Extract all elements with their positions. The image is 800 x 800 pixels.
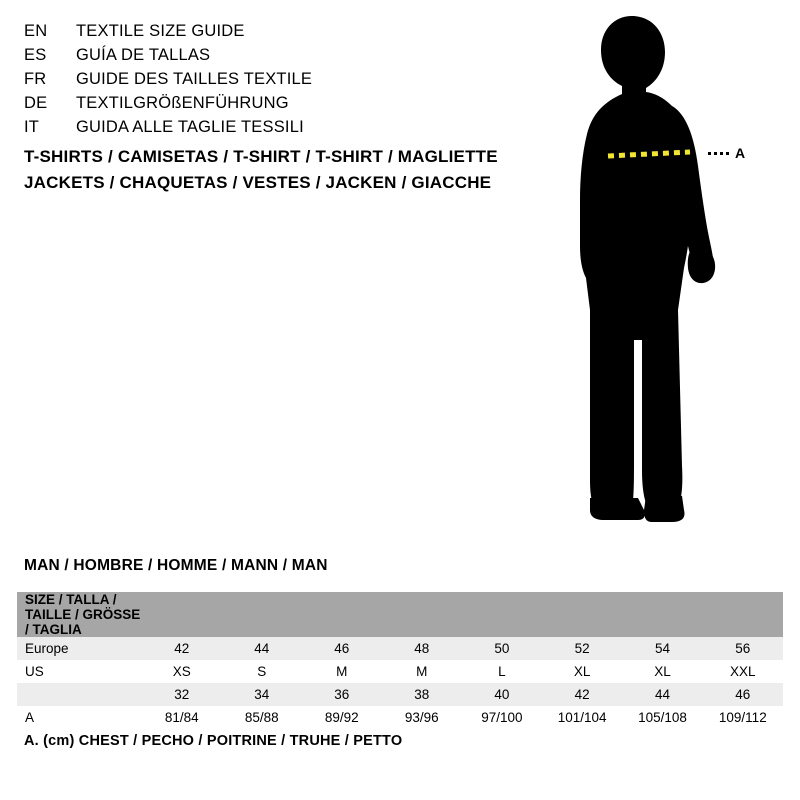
table-cell: M [302, 660, 382, 683]
table-cell: 97/100 [462, 706, 542, 729]
table-cell: 81/84 [142, 706, 222, 729]
table-cell: 34 [222, 683, 302, 706]
table-cell: M [382, 660, 462, 683]
table-cell: 105/108 [622, 706, 702, 729]
language-row [24, 22, 544, 46]
table-cell: XS [142, 660, 222, 683]
table-row [17, 706, 783, 729]
language-text: GUIDA ALLE TAGLIE TESSILI [76, 118, 304, 136]
table-cell: 42 [542, 683, 622, 706]
language-text: GUÍA DE TALLAS [76, 46, 211, 64]
table-header-spacer [542, 592, 622, 637]
table-header-label: SIZE / TALLA / TAILLE / GRÖSSE / TAGLIA [17, 592, 142, 637]
language-row [24, 94, 544, 118]
category-jackets: JACKETS / CHAQUETAS / VESTES / JACKEN / GIACCHE [24, 173, 492, 192]
language-text: TEXTILE SIZE GUIDE [76, 22, 245, 40]
size-table [17, 592, 783, 729]
row-label: US [17, 660, 142, 683]
male-silhouette-figure [560, 10, 800, 540]
table-cell: 109/112 [703, 706, 783, 729]
measure-label-a: A [735, 145, 746, 161]
category-headings [24, 144, 584, 196]
table-cell: 40 [462, 683, 542, 706]
table-header-spacer [222, 592, 302, 637]
row-label: Europe [17, 637, 142, 660]
table-cell: 89/92 [302, 706, 382, 729]
measure-leader-line [708, 152, 732, 155]
table-header-row [17, 592, 783, 637]
language-code: ES [24, 46, 47, 64]
table-cell: XXL [703, 660, 783, 683]
table-header-spacer [462, 592, 542, 637]
table-cell: 50 [462, 637, 542, 660]
table-section-title: MAN / HOMBRE / HOMME / MANN / MAN [24, 557, 328, 574]
table-cell: XL [542, 660, 622, 683]
table-cell: 44 [222, 637, 302, 660]
table-cell: 56 [703, 637, 783, 660]
table-header-spacer [302, 592, 382, 637]
language-code: IT [24, 118, 40, 136]
table-header-spacer [382, 592, 462, 637]
language-code: DE [24, 94, 48, 112]
table-cell: 36 [302, 683, 382, 706]
language-code: EN [24, 22, 48, 40]
table-cell: 38 [382, 683, 462, 706]
chest-footnote: A. (cm) CHEST / PECHO / POITRINE / TRUHE / PETTO [24, 733, 403, 749]
row-label: A [17, 706, 142, 729]
table-row [17, 637, 783, 660]
language-text: GUIDE DES TAILLES TEXTILE [76, 70, 313, 88]
table-row [17, 683, 783, 706]
table-cell: 46 [302, 637, 382, 660]
table-cell: 52 [542, 637, 622, 660]
category-tshirts: T-SHIRTS / CAMISETAS / T-SHIRT / T-SHIRT / MAGLIETTE [24, 147, 498, 166]
table-cell: 85/88 [222, 706, 302, 729]
language-row [24, 70, 544, 94]
language-text: TEXTILGRÖßENFÜHRUNG [76, 94, 289, 112]
table-cell: 46 [703, 683, 783, 706]
table-header-spacer [703, 592, 783, 637]
row-label [17, 683, 142, 706]
table-cell: L [462, 660, 542, 683]
language-code: FR [24, 70, 47, 88]
table-cell: 42 [142, 637, 222, 660]
table-cell: 32 [142, 683, 222, 706]
table-cell: 54 [622, 637, 702, 660]
table-cell: 93/96 [382, 706, 462, 729]
table-row [17, 660, 783, 683]
table-cell: 101/104 [542, 706, 622, 729]
table-cell: 48 [382, 637, 462, 660]
language-row [24, 46, 544, 70]
language-row [24, 118, 544, 142]
table-cell: XL [622, 660, 702, 683]
table-cell: S [222, 660, 302, 683]
table-header-spacer [622, 592, 702, 637]
table-header-spacer [142, 592, 222, 637]
table-cell: 44 [622, 683, 702, 706]
language-list [24, 22, 544, 142]
